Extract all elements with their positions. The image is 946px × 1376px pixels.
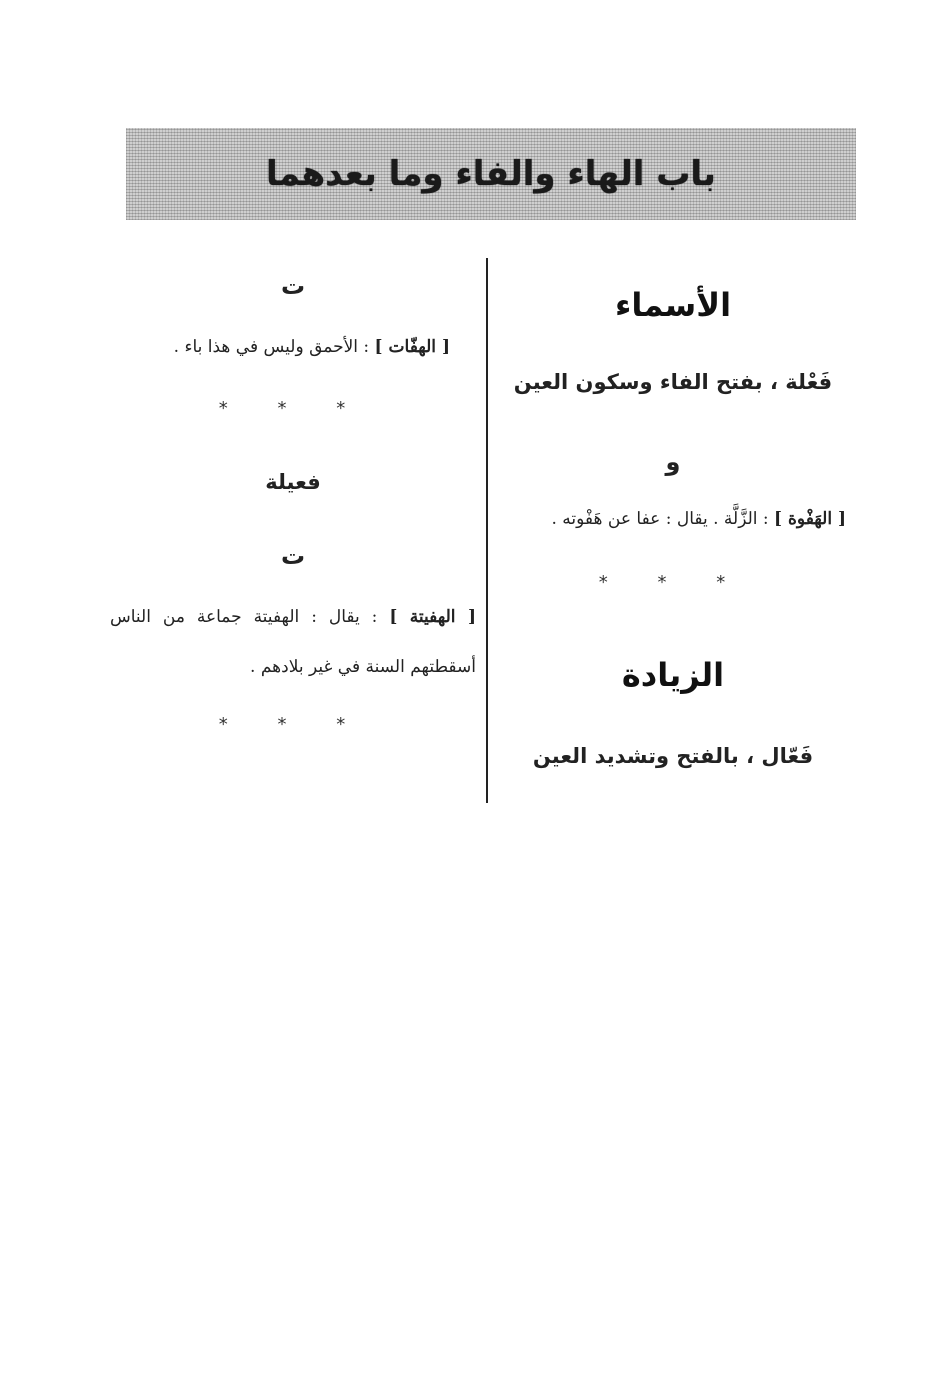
section-separator: * * * [598,572,748,593]
heading-asma: الأسماء [614,286,732,324]
section-separator: * * * [218,398,368,419]
pattern-fala: فَعْلة ، بفتح الفاء وسكون العين [513,370,833,394]
entry-lemma: [ الهفيتة ] [389,607,476,627]
root-letter-ta: ت [280,272,306,300]
entry-haffat [110,322,450,372]
chapter-title-banner [126,128,856,220]
column-divider [486,258,488,803]
root-letter-ta-2: ت [280,542,306,570]
entry-definition: : الأحمق وليس في هذا باء . [173,337,370,357]
pattern-faal: فَعّال ، بالفتح وتشديد العين [532,744,814,768]
root-letter-waw: و [665,448,681,476]
entry-definition: : يقال : الهفيتة جماعة من الناس أسقطتهم السنة في غير بلادهم . [110,607,476,677]
entry-definition: : الزَّلَّة . يقال : عفا عن هَفْوته . [551,509,769,529]
entry-lemma: [ الهفّات ] [374,337,450,357]
entry-hafwa [500,494,846,544]
chapter-title: باب الهاء والفاء وما بعدهما [266,154,716,194]
pattern-faila: فعيلة [265,470,321,494]
entry-hafita [110,592,476,692]
heading-ziyada: الزيادة [621,656,725,694]
section-separator: * * * [218,714,368,735]
entry-lemma: [ الهَفْوة ] [774,509,846,529]
